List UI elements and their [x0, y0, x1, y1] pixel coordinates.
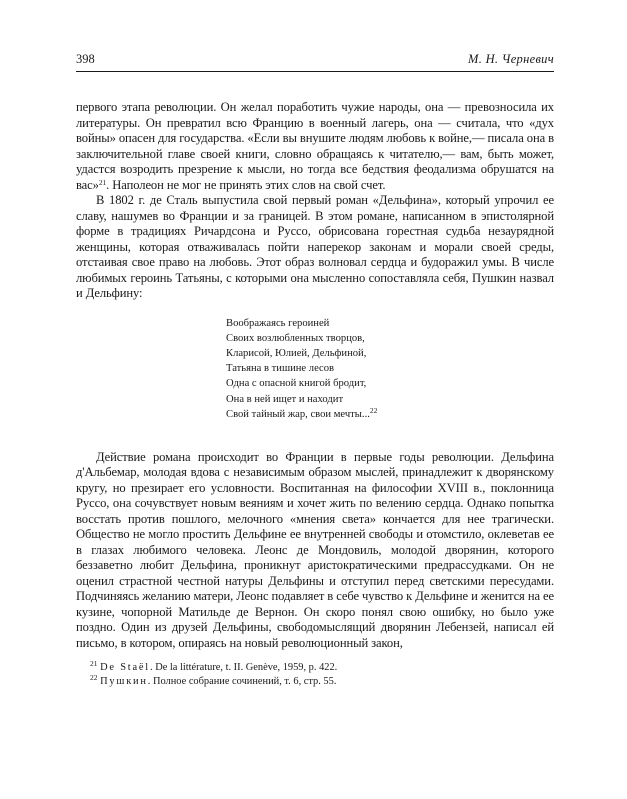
paragraph-1-end: . Наполеон не мог не принять этих слов на свой счет.: [106, 177, 386, 192]
footnote-author: De Staël: [100, 662, 150, 674]
running-head: М. Н. Черневич: [468, 52, 554, 66]
footnote-author: Пушкин: [100, 675, 148, 687]
verse-line-last: [226, 407, 554, 422]
page-header: [76, 52, 554, 72]
verse-line: Свой тайный жар, свои мечты...: [226, 408, 370, 420]
verse-line: Татьяна в тишине лесов: [226, 363, 335, 375]
paragraph-1-text: первого этапа революции. Он желал поработить чужие народы, она — превозносила их литературы. Он превратил всю Францию в военный лагерь, она — считала, что «дух войны» опасен для государства. «Если вы внушите людям любовь к войне,— писала она в заключительной главе своей книги, словно обращаясь к читателю,— вам, быть может, удастся возродить презрение к мысли, но тогда все бедствия феодализма обрушатся на вас»: [76, 100, 554, 192]
footnote-number: 22: [90, 672, 98, 682]
footnote-ref-22: 22: [369, 405, 378, 415]
footnote-21: [76, 661, 554, 674]
verse-line: Одна с опасной книгой бродит,: [226, 378, 367, 390]
footnote-ref-21: 21: [98, 177, 107, 187]
footnote-text: . Полное собрание сочинений, т. 6, стр. 55.: [147, 675, 337, 687]
page-number: 398: [76, 52, 95, 66]
footnotes: [76, 661, 554, 688]
book-page: [76, 52, 554, 688]
paragraph-3: Действие романа происходит во Франции в первые годы революции. Дельфина д'Альбемар, молодая вдова с независимым образом мыслей, принадлежит к дворянскому кругу, но презирает его условности. Воспитанная на философии XVIII в., поклонница Руссо, она сочувствует новым веяниям и хочет жить по велению сердца. Однако попытка восстать против пошлого, мелочного «мнения света» кончается для нее трагически. Общество не могло простить Дельфине ее внутренней свободы и отомстило, оклеветав ее в глазах любимого человека. Леонс де Мондовиль, молодой дворянин, которого беззаветно любит Дельфина, проникнут аристократическими предрассудками. Он не оценил страстной честной натуры Дельфины и отступил перед светскими пересудами. Подчиняясь желанию матери, Леонс подавляет в себе чувство к Дельфине и женится на ее кузине, чопорной Матильде де Вернон. Он скоро понял свою ошибку, но было уже поздно. Один из друзей Дельфины, свободомыслящий дворянин Лебензей, написал ей письмо, в котором, опираясь на новый революционный закон,: [76, 449, 554, 650]
verse-line: Своих возлюбленных творцов,: [226, 332, 365, 344]
verse-line: Кларисой, Юлией, Дельфиной,: [226, 347, 367, 359]
footnote-number: 21: [90, 659, 98, 669]
header-rule: [76, 71, 554, 72]
paragraph-1: [76, 100, 554, 193]
footnote-text: . De la littérature, t. II. Genève, 1959, p. 422.: [150, 662, 338, 674]
footnote-22: [76, 672, 554, 688]
verse-line: Воображаясь героиней: [226, 317, 330, 329]
verse-line: Она в ней ищет и находит: [226, 393, 344, 405]
verse-quote: [226, 316, 554, 422]
paragraph-2: В 1802 г. де Сталь выпустила свой первый роман «Дельфина», который упрочил ее славу, нашумев во Франции и за границей. В этом романе, написанном в эпистолярной форме в традициях Ричардсона и Руссо, обрисована горестная судьба незаурядной женщины, которая отваживалась пойти наперекор законам и морали своей среды, отстаивая свое право на любовь. Этот образ волновал сердца и будоражил умы. В числе любимых героинь Татьяны, с которыми она мысленно сопоставляла себя, Пушкин назвал и Дельфину:: [76, 193, 554, 300]
